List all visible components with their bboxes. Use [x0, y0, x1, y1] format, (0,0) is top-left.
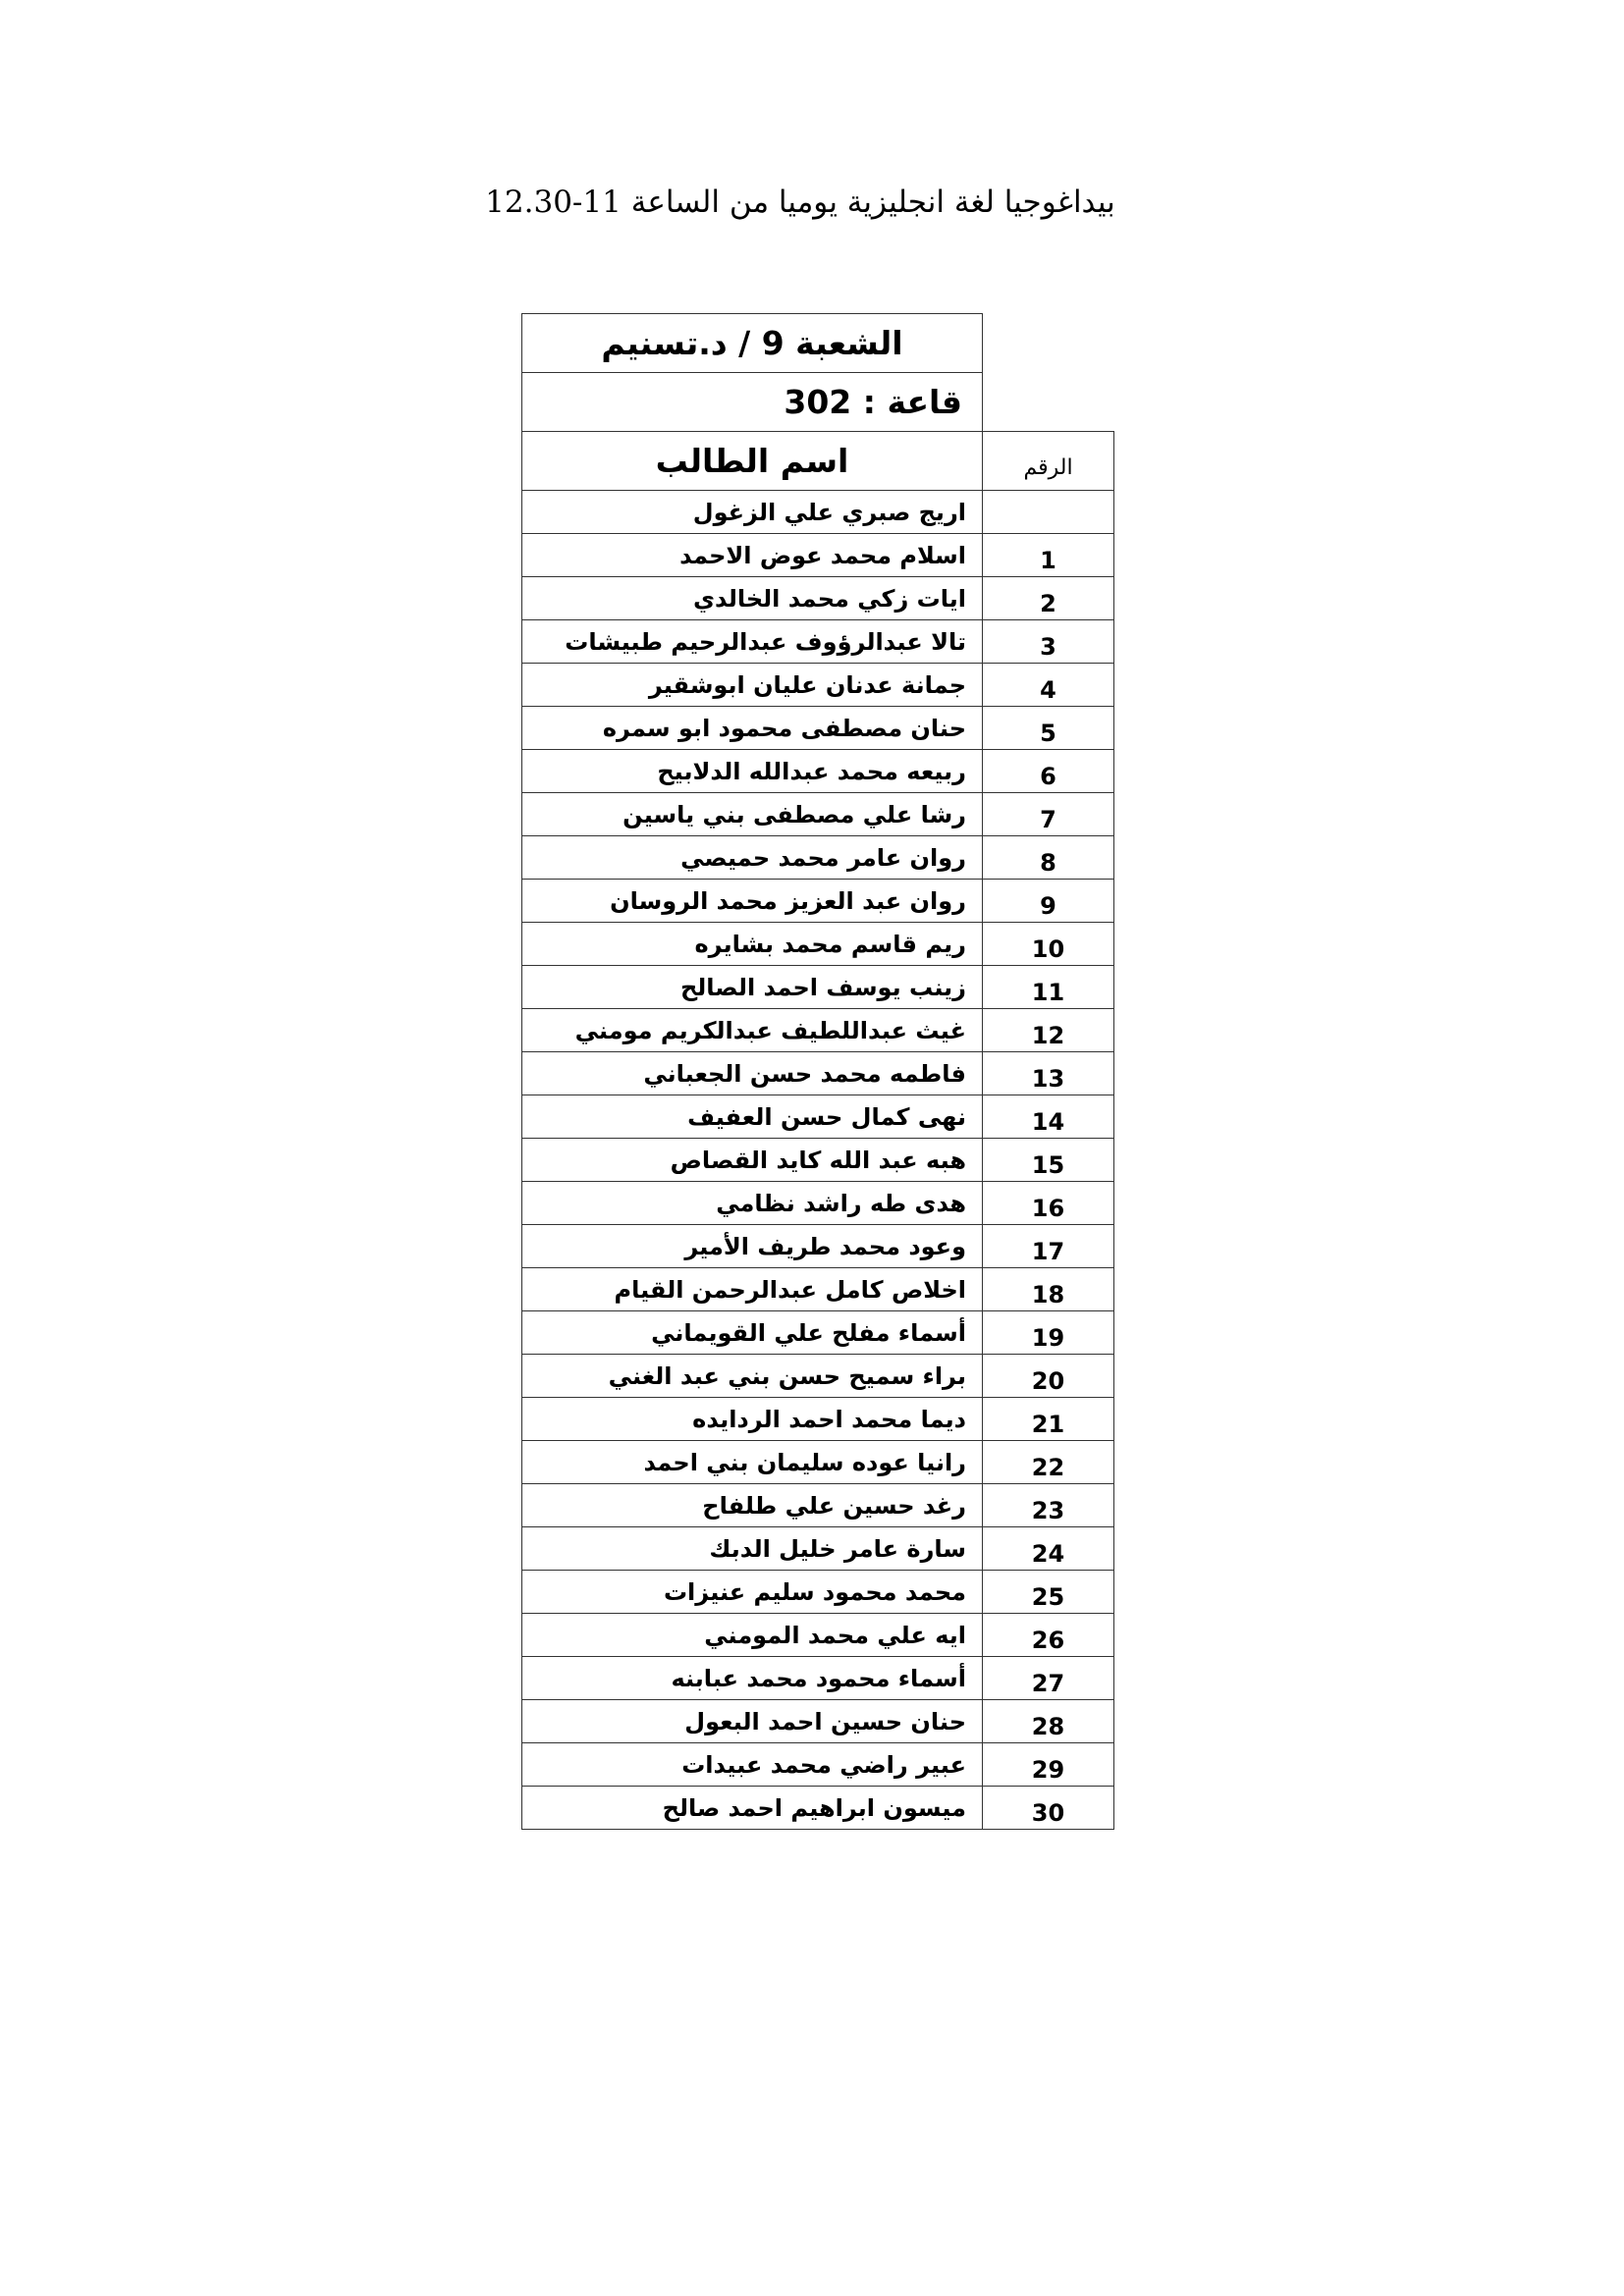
table-row [522, 880, 1114, 923]
table-row [522, 1700, 1114, 1743]
student-number: 27 [983, 1657, 1114, 1700]
student-number: 11 [983, 966, 1114, 1009]
student-name: ايه علي محمد المومني [522, 1614, 983, 1657]
table-row [522, 664, 1114, 707]
table-row [522, 1225, 1114, 1268]
student-name: ربيعه محمد عبدالله الدلابيح [522, 750, 983, 793]
table-row [522, 1743, 1114, 1787]
table-row [522, 1139, 1114, 1182]
table-row [522, 707, 1114, 750]
student-name: وعود محمد طريف الأمير [522, 1225, 983, 1268]
table-row [522, 1355, 1114, 1398]
student-number: 16 [983, 1182, 1114, 1225]
table-row [522, 1614, 1114, 1657]
roster-table [521, 313, 1114, 1830]
student-name: رشا علي مصطفى بني ياسين [522, 793, 983, 836]
student-name: نهى كمال حسن العفيف [522, 1095, 983, 1139]
name-column-header: اسم الطالب [522, 432, 983, 491]
table-row [522, 1657, 1114, 1700]
page-heading [0, 185, 1624, 220]
student-number: 22 [983, 1441, 1114, 1484]
table-row [522, 1398, 1114, 1441]
student-name: رانيا عوده سليمان بني احمد [522, 1441, 983, 1484]
hall-label: قاعة : 302 [522, 373, 983, 432]
table-row [522, 1484, 1114, 1527]
student-name: تالا عبدالرؤوف عبدالرحيم طبيشات [522, 620, 983, 664]
table-row [522, 836, 1114, 880]
column-header-row [522, 432, 1114, 491]
table-row [522, 1009, 1114, 1052]
student-number: 24 [983, 1527, 1114, 1571]
student-number: 25 [983, 1571, 1114, 1614]
student-number: 9 [983, 880, 1114, 923]
table-row [522, 1268, 1114, 1311]
student-name: روان عبد العزيز محمد الروسان [522, 880, 983, 923]
student-number: 1 [983, 534, 1114, 577]
student-number: 8 [983, 836, 1114, 880]
table-row [522, 1095, 1114, 1139]
student-number: 28 [983, 1700, 1114, 1743]
table-row [522, 577, 1114, 620]
student-number: 6 [983, 750, 1114, 793]
student-number: 7 [983, 793, 1114, 836]
student-name: محمد محمود سليم عنيزات [522, 1571, 983, 1614]
student-number: 18 [983, 1268, 1114, 1311]
student-name: هدى طه راشد نظامي [522, 1182, 983, 1225]
student-name: ايات زكي محمد الخالدي [522, 577, 983, 620]
student-name: اريج صبري علي الزغول [522, 491, 983, 534]
table-row [522, 750, 1114, 793]
student-roster [521, 313, 1114, 1830]
table-row [522, 1182, 1114, 1225]
table-row [522, 1571, 1114, 1614]
student-number: 30 [983, 1787, 1114, 1830]
student-number: 19 [983, 1311, 1114, 1355]
student-name: ميسون ابراهيم احمد صالح [522, 1787, 983, 1830]
student-name: براء سميح حسن بني عبد الغني [522, 1355, 983, 1398]
table-row [522, 534, 1114, 577]
student-name: حنان مصطفى محمود ابو سمره [522, 707, 983, 750]
table-row [522, 491, 1114, 534]
student-name: عبير راضي محمد عبيدات [522, 1743, 983, 1787]
student-name: ريم قاسم محمد بشايره [522, 923, 983, 966]
student-number: 12 [983, 1009, 1114, 1052]
table-row [522, 1441, 1114, 1484]
student-number: 10 [983, 923, 1114, 966]
student-number: 20 [983, 1355, 1114, 1398]
table-row [522, 923, 1114, 966]
student-number: 2 [983, 577, 1114, 620]
student-name: أسماء محمود محمد عبابنه [522, 1657, 983, 1700]
student-number: 4 [983, 664, 1114, 707]
student-number: 21 [983, 1398, 1114, 1441]
student-name: زينب يوسف احمد الصالح [522, 966, 983, 1009]
student-number [983, 491, 1114, 534]
table-row [522, 620, 1114, 664]
student-number: 13 [983, 1052, 1114, 1095]
table-row [522, 1787, 1114, 1830]
student-name: هبه عبد الله كايد القصاص [522, 1139, 983, 1182]
student-name: جمانة عدنان عليان ابوشقير [522, 664, 983, 707]
student-name: حنان حسين احمد البعول [522, 1700, 983, 1743]
student-name: روان عامر محمد حميصي [522, 836, 983, 880]
student-number: 14 [983, 1095, 1114, 1139]
student-number: 5 [983, 707, 1114, 750]
student-number: 26 [983, 1614, 1114, 1657]
student-name: اسلام محمد عوض الاحمد [522, 534, 983, 577]
number-column-header: الرقم [983, 432, 1114, 491]
student-name: سارة عامر خليل الدبك [522, 1527, 983, 1571]
section-title-row [522, 314, 1114, 373]
student-number: 17 [983, 1225, 1114, 1268]
student-number: 29 [983, 1743, 1114, 1787]
student-number: 3 [983, 620, 1114, 664]
table-row [522, 1311, 1114, 1355]
section-title: الشعبة 9 / د.تسنيم [522, 314, 983, 373]
hall-row [522, 373, 1114, 432]
table-row [522, 1527, 1114, 1571]
student-name: فاطمه محمد حسن الجعباني [522, 1052, 983, 1095]
page-heading-text: بيداغوجيا لغة انجليزية يوميا من الساعة 11-12.30 [485, 185, 1115, 220]
student-name: غيث عبداللطيف عبدالكريم مومني [522, 1009, 983, 1052]
student-name: أسماء مفلح علي القويماني [522, 1311, 983, 1355]
table-row [522, 1052, 1114, 1095]
table-row [522, 793, 1114, 836]
student-number: 15 [983, 1139, 1114, 1182]
student-number: 23 [983, 1484, 1114, 1527]
student-name: رغد حسين علي طلفاح [522, 1484, 983, 1527]
student-name: اخلاص كامل عبدالرحمن القيام [522, 1268, 983, 1311]
student-name: ديما محمد احمد الردايده [522, 1398, 983, 1441]
table-row [522, 966, 1114, 1009]
